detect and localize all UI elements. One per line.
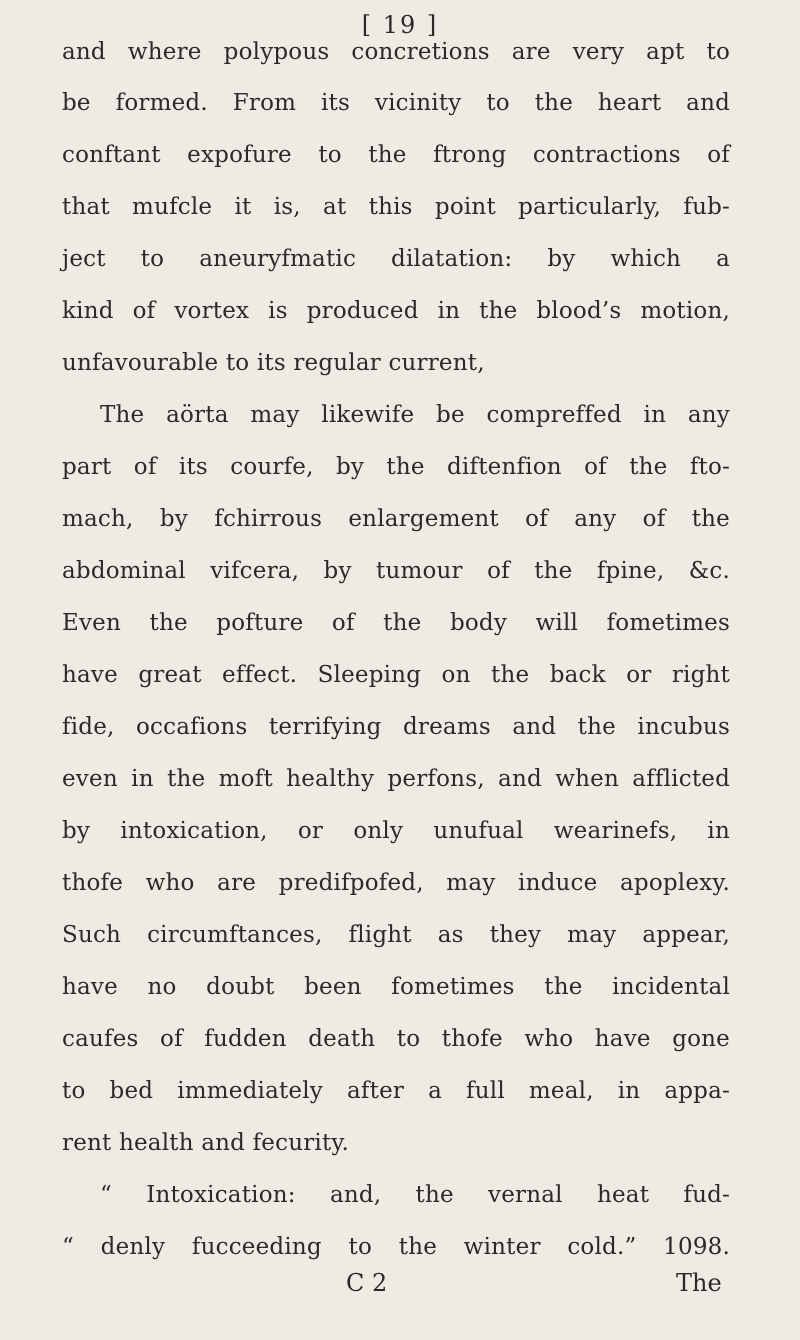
text-line: have no doubt been fometimes the incidental: [62, 974, 730, 1000]
text-line: that mufcle it is, at this point particularly, fub-: [62, 194, 730, 220]
page-number: [ 19 ]: [361, 11, 439, 39]
text-line: Even the pofture of the body will fometimes: [62, 610, 730, 636]
text-line: ject to aneuryfmatic dilatation: by which a: [62, 246, 730, 272]
catchword: The: [676, 1269, 722, 1297]
text-line: abdominal vifcera, by tumour of the fpine, &c.: [62, 558, 730, 584]
text-line: thofe who are predifpofed, may induce apoplexy.: [62, 870, 730, 896]
text-line: “ Intoxication: and, the vernal heat fud-: [100, 1182, 730, 1208]
signature-mark: C 2: [346, 1269, 388, 1297]
text-line: conftant expofure to the ftrong contractions of: [62, 142, 730, 168]
text-line: even in the moft healthy perfons, and when afflicted: [62, 766, 730, 792]
text-line: by intoxication, or only unufual wearinefs, in: [62, 818, 730, 844]
text-line: Such circumftances, flight as they may appear,: [62, 922, 730, 948]
text-line: part of its courfe, by the diftenfion of the fto-: [62, 454, 730, 480]
text-line: and where polypous concretions are very apt to: [62, 39, 730, 65]
text-line: to bed immediately after a full meal, in appa-: [62, 1078, 730, 1104]
page-footer: [0, 1266, 800, 1306]
text-line: mach, by fchirrous enlargement of any of the: [62, 506, 730, 532]
text-line: The aörta may likewife be compreffed in any: [100, 402, 730, 428]
text-line: “ denly fucceeding to the winter cold.” 1098.: [62, 1234, 730, 1260]
text-line: be formed. From its vicinity to the heart and: [62, 90, 730, 116]
text-line: caufes of fudden death to thofe who have gone: [62, 1026, 730, 1052]
text-line: kind of vortex is produced in the blood’s motion,: [62, 298, 730, 324]
text-line: rent health and fecurity.: [62, 1130, 350, 1156]
text-line: have great effect. Sleeping on the back or right: [62, 662, 730, 688]
text-line: unfavourable to its regular current,: [62, 350, 485, 376]
text-line: fide, occafions terrifying dreams and the incubus: [62, 714, 730, 740]
